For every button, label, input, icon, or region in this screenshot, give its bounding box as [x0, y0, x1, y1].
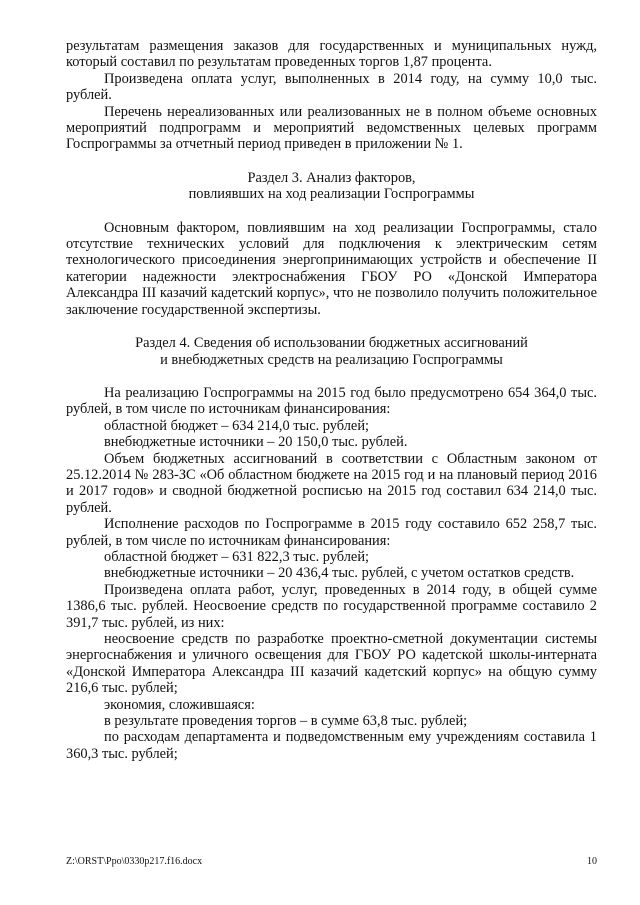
- document-body: [66, 38, 597, 762]
- footer-file-path: Z:\ORST\Ppo\0330p217.f16.docx: [66, 856, 203, 867]
- paragraph-unspent-design: неосвоение средств по разработке проектно-сметной документации системы энергоснабжения и уличного освещения для ГБОУ РО кадетской школы-интерната «Донской Императора Александра III казачий кадетский корпус» на общую сумму 216,6 тыс. рублей;: [66, 631, 597, 697]
- section-4-heading-line-2: и внебюджетных средств на реализацию Госпрограммы: [160, 351, 503, 368]
- section-3-heading-line-1: Раздел 3. Анализ факторов,: [247, 169, 416, 186]
- paragraph-savings: экономия, сложившаяся:: [104, 696, 255, 713]
- paragraph-unrealized-list: Перечень нереализованных или реализованных не в полном объеме основных мероприятий подпрограмм и мероприятий ведомственных целевых программ Госпрограммы за отчетный период приведен в приложении № 1.: [66, 103, 597, 153]
- paragraph-payment-works: Произведена оплата работ, услуг, проведенных в 2014 году, в общей сумме 1386,6 тыс. рублей. Неосвоение средств по государственной программе составило 2 391,7 тыс. рублей, из них:: [66, 581, 597, 631]
- page-number: 10: [587, 856, 597, 867]
- paragraph-regional-budget-executed: областной бюджет – 631 822,3 тыс. рублей;: [104, 548, 370, 565]
- section-4-heading-line-1: Раздел 4. Сведения об использовании бюджетных ассигнований: [135, 335, 528, 352]
- paragraph-procurement-result: результатам размещения заказов для государственных и муниципальных нужд, который составил по результатам проведенных торгов 1,87 процента.: [66, 38, 597, 71]
- page-footer: [66, 855, 597, 869]
- paragraph-savings-tenders: в результате проведения торгов – в сумме 63,8 тыс. рублей;: [104, 713, 468, 730]
- paragraph-planned-funding: На реализацию Госпрограммы на 2015 год было предусмотрено 654 364,0 тыс. рублей, в том числе по источникам финансирования:: [66, 384, 597, 418]
- paragraph-extrabudget-planned: внебюджетные источники – 20 150,0 тыс. рублей.: [104, 434, 408, 451]
- paragraph-budget-law: Объем бюджетных ассигнований в соответствии с Областным законом от 25.12.2014 № 283-ЗС «Об областном бюджете на 2015 год и на плановый период 2016 и 2017 годов» и сводной бюджетной росписью на 2015 год составил 634 214,0 тыс. рублей.: [66, 450, 597, 516]
- paragraph-savings-department: по расходам департамента и подведомственным ему учреждениям составила 1 360,3 тыс. рублей;: [66, 729, 597, 762]
- paragraph-extrabudget-executed: внебюджетные источники – 20 436,4 тыс. рублей, с учетом остатков средств.: [104, 565, 575, 582]
- paragraph-payment-2014: Произведена оплата услуг, выполненных в 2014 году, на сумму 10,0 тыс. рублей.: [66, 70, 597, 104]
- paragraph-execution: Исполнение расходов по Госпрограмме в 2015 году составило 652 258,7 тыс. рублей, в том числе по источникам финансирования:: [66, 516, 597, 549]
- section-3-paragraph: Основным фактором, повлиявшим на ход реализации Госпрограммы, стало отсутствие технических условий для подключения к электрическим сетям технологического присоединения энергопринимающих устройств и обеспечение II категории надежности электроснабжения ГБОУ РО «Донской Императора Александра III казачий кадетский корпус», что не позволило получить положительное заключение государственной экспертизы.: [66, 219, 597, 318]
- section-3-heading-line-2: повлиявших на ход реализации Госпрограммы: [188, 186, 475, 203]
- paragraph-regional-budget-planned: областной бюджет – 634 214,0 тыс. рублей;: [104, 417, 370, 434]
